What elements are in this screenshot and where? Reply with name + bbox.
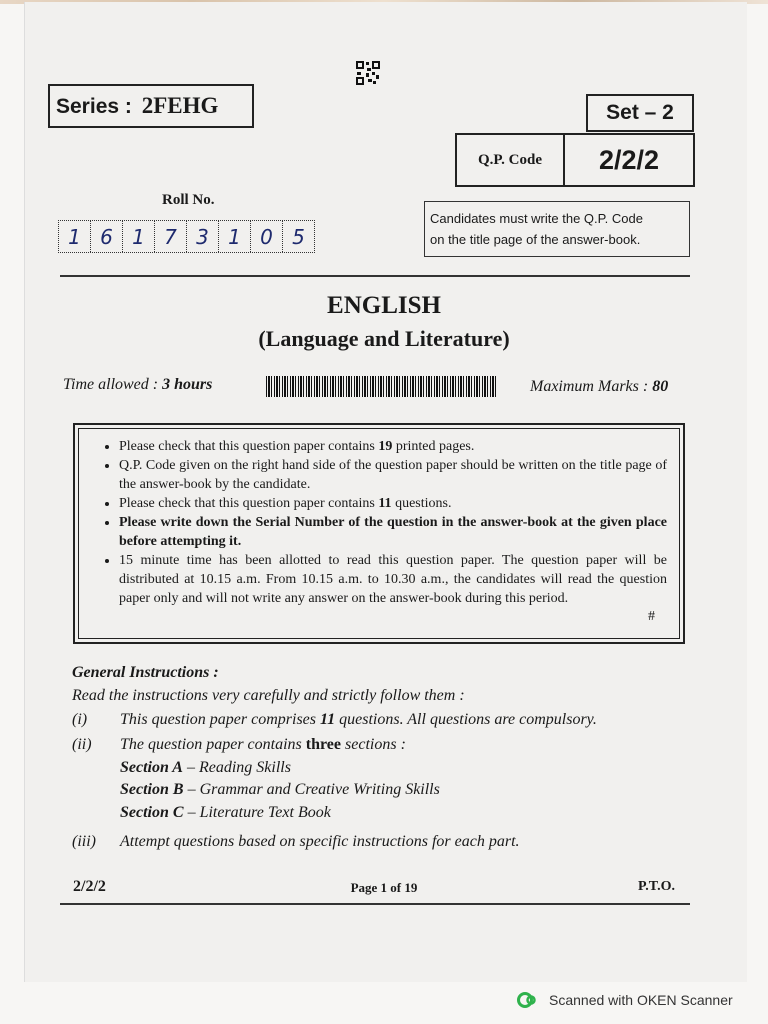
maximum-marks-value: 80 <box>652 378 669 395</box>
series-label: Series : <box>56 95 132 118</box>
roll-digit: 6 <box>91 221 123 252</box>
footer-page-number: Page 1 of 19 <box>350 880 418 895</box>
section-line: Section C – Literature Text Book <box>120 804 331 821</box>
general-instructions-heading: General Instructions : <box>72 664 219 681</box>
qp-code-value: 2/2/2 <box>598 144 660 175</box>
qp-code-box <box>455 133 695 187</box>
footer-divider <box>60 903 690 905</box>
set-box <box>586 94 694 132</box>
roll-digit: 5 <box>292 224 305 249</box>
notice-inner <box>78 428 680 639</box>
qr-code-icon <box>355 60 381 86</box>
candidates-note-box <box>424 201 690 257</box>
header-divider <box>60 275 690 277</box>
notice-box <box>73 423 685 644</box>
roll-digit: 1 <box>123 221 155 252</box>
roll-digit: 1 <box>219 221 251 252</box>
notice-item: • 15 minute time has been allotted to read this question paper. The question paper will be distributed at 10.15 a.m. From 10.15 a.m. to 10.30 a.m., the candidates will read the question paper only and will not write any answer on the answer-book during this period. <box>119 551 667 608</box>
roll-no-label: Roll No. <box>162 192 215 208</box>
instruction-item: (i) This question paper comprises 11 questions. All questions are compulsory. <box>72 711 597 728</box>
subject-subtitle: (Language and Literature) <box>258 326 510 351</box>
maximum-marks-label: Maximum Marks : <box>530 378 653 395</box>
barcode-icon <box>266 376 497 397</box>
notice-item: • Please check that this question paper contains 19 printed pages. <box>119 437 667 456</box>
maximum-marks <box>530 378 668 396</box>
instruction-number: (ii) <box>72 736 92 753</box>
notice-list <box>97 437 667 608</box>
notice-item: • Q.P. Code given on the right hand side of the question paper should be written on the title page of the answer-book by the candidate. <box>119 456 667 494</box>
section-line: Section A – Reading Skills <box>120 759 291 776</box>
time-allowed-value: 3 hours <box>162 376 213 393</box>
general-instructions-subheading: Read the instructions very carefully and strictly follow them : <box>72 687 465 704</box>
time-allowed-label: Time allowed : <box>63 376 163 393</box>
hash-mark: # <box>648 609 655 624</box>
time-allowed <box>63 376 212 394</box>
instruction-number: (iii) <box>72 833 96 850</box>
roll-digit: 0 <box>251 221 283 252</box>
roll-digit: 3 <box>187 221 219 252</box>
candidates-note-line: on the title page of the answer-book. <box>430 232 641 247</box>
set-label: Set – 2 <box>606 101 674 124</box>
scanner-text: Scanned with OKEN Scanner <box>549 992 733 1008</box>
series-code: 2FEHG <box>141 93 219 118</box>
instruction-item: (iii) Attempt questions based on specific instructions for each part. <box>72 833 520 850</box>
instruction-item: (ii) The question paper contains three sections : <box>72 736 406 753</box>
footer-pto: P.T.O. <box>638 879 675 894</box>
qp-code-label: Q.P. Code <box>457 135 565 185</box>
roll-no-boxes <box>58 220 315 253</box>
notice-item: • Please write down the Serial Number of the question in the answer-book at the given place before attempting it. <box>119 513 667 551</box>
candidates-note-line: Candidates must write the Q.P. Code <box>430 211 643 226</box>
instruction-number: (i) <box>72 711 88 728</box>
roll-digit: 1 <box>59 221 91 252</box>
subject-title: ENGLISH <box>327 292 441 319</box>
section-line: Section B – Grammar and Creative Writing Skills <box>120 781 440 798</box>
oken-scanner-logo-icon <box>517 990 537 1010</box>
series-box <box>48 84 254 128</box>
notice-item: • Please check that this question paper contains 11 questions. <box>119 494 667 513</box>
scanner-watermark <box>517 990 733 1010</box>
roll-digit: 7 <box>155 221 187 252</box>
footer-code: 2/2/2 <box>73 878 106 895</box>
